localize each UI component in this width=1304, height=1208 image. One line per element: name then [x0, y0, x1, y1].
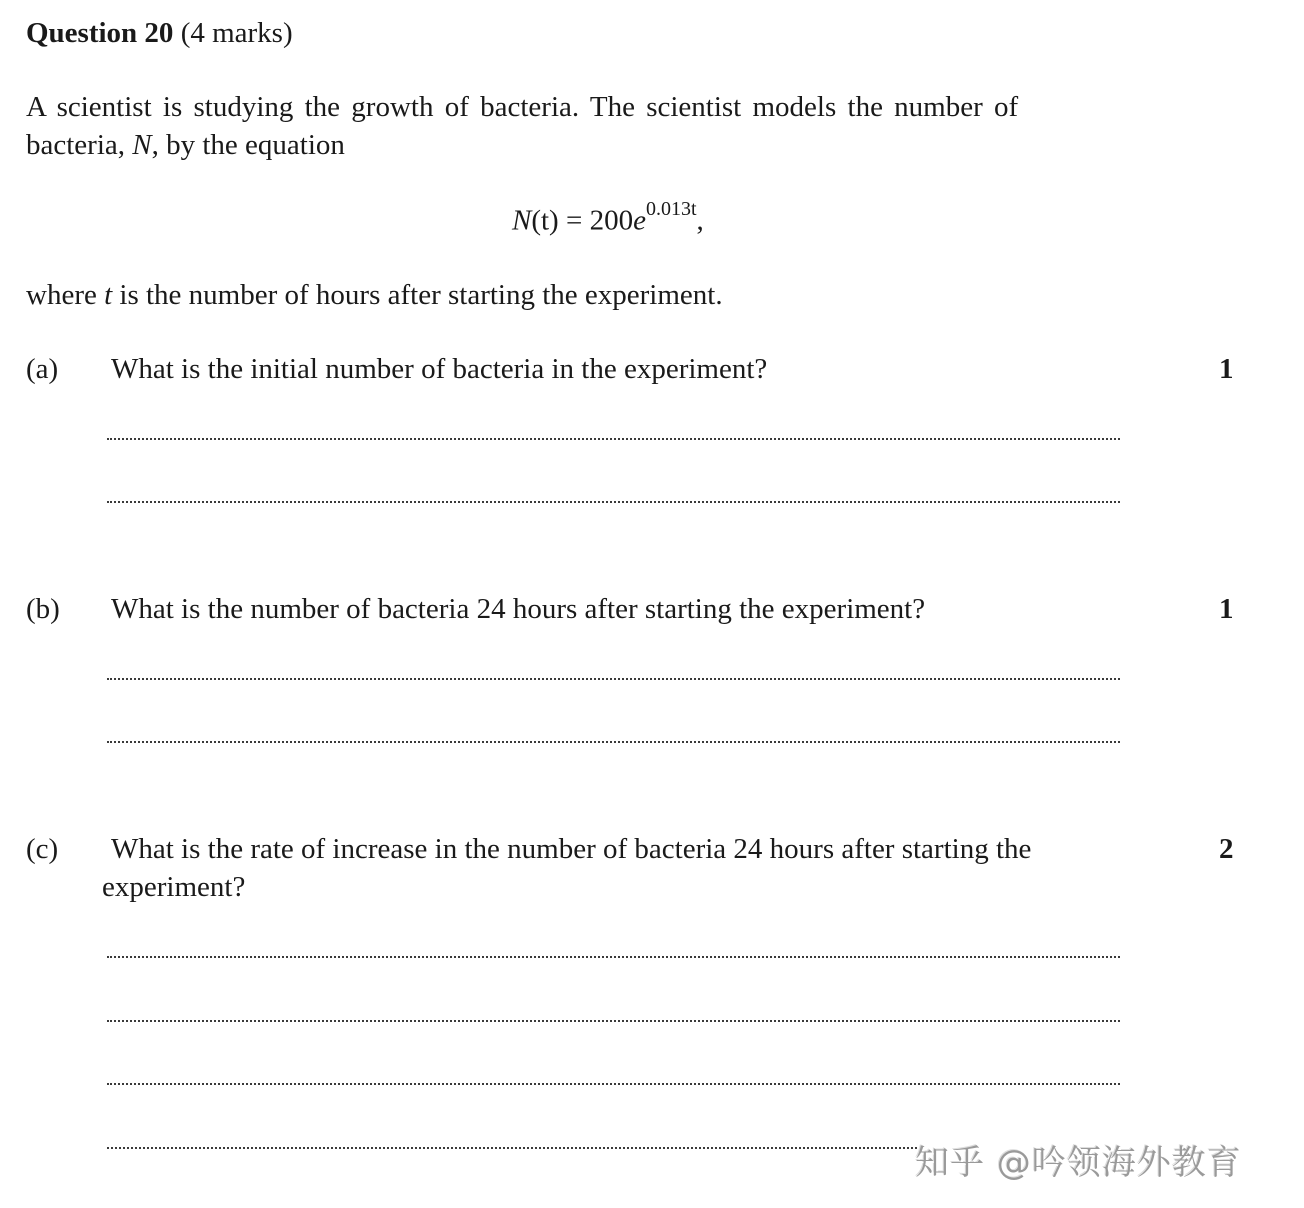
- part-a-label: (a): [26, 353, 59, 385]
- part-a-question: What is the initial number of bacteria in the experiment?: [111, 353, 768, 385]
- part-b-label: (b): [26, 593, 60, 625]
- intro-text: bacteria,: [26, 129, 133, 161]
- answer-line[interactable]: [107, 1083, 1120, 1085]
- question-number: Question 20: [26, 17, 174, 49]
- answer-line[interactable]: [107, 501, 1120, 503]
- eq-base: e: [633, 204, 646, 237]
- eq-exponent: 0.013t: [645, 198, 697, 220]
- question-marks: (4 marks): [180, 17, 293, 49]
- part-c-question: What is the rate of increase in the number of bacteria 24 hours after starting the: [111, 833, 1032, 865]
- answer-line[interactable]: [107, 438, 1120, 440]
- answer-line[interactable]: [107, 678, 1120, 680]
- answer-line[interactable]: [107, 1147, 917, 1149]
- watermark: 知乎 @吟领海外教育: [915, 1143, 1242, 1183]
- question-title: [26, 19, 293, 48]
- answer-line[interactable]: [107, 956, 1120, 958]
- answer-line[interactable]: [107, 1020, 1120, 1022]
- eq-comma: ,: [696, 204, 704, 237]
- part-b-question: What is the number of bacteria 24 hours after starting the experiment?: [111, 593, 926, 625]
- where-line: [26, 281, 723, 310]
- part-b-marks: 1: [1219, 593, 1234, 625]
- where-text-end: is the number of hours after starting the experiment.: [112, 279, 723, 311]
- part-c-label: (c): [26, 833, 59, 865]
- eq-arg: (t): [531, 204, 559, 237]
- part-a-marks: 1: [1219, 353, 1234, 385]
- answer-line[interactable]: [107, 741, 1120, 743]
- intro-var: N: [132, 129, 152, 161]
- where-text: where: [26, 279, 105, 311]
- part-c-question-cont: experiment?: [102, 871, 246, 903]
- intro-text-end: , by the equation: [151, 129, 345, 161]
- eq-var: N: [512, 204, 532, 237]
- where-var: t: [104, 279, 113, 311]
- part-c-marks: 2: [1219, 833, 1234, 865]
- intro-line-1: A scientist is studying the growth of bacteria. The scientist models the number of: [26, 91, 1019, 123]
- eq-rhs: = 200: [558, 204, 634, 237]
- equation: [512, 198, 704, 237]
- intro-line-2: [26, 131, 345, 160]
